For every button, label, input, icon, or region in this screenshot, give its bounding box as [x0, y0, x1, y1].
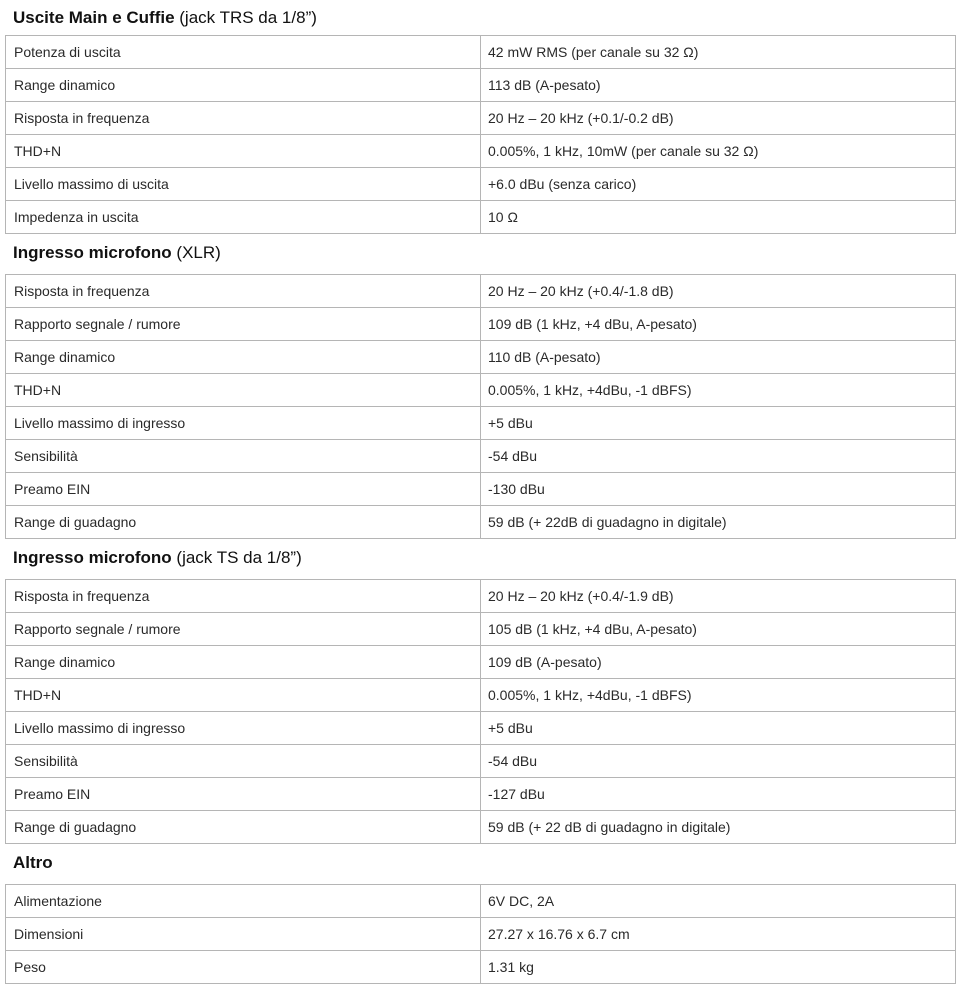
spec-value: 20 Hz – 20 kHz (+0.4/-1.9 dB): [481, 580, 956, 613]
spec-label: THD+N: [6, 679, 481, 712]
spec-value: -54 dBu: [481, 745, 956, 778]
section-title-bold: Altro: [13, 853, 53, 872]
spec-label: Sensibilità: [6, 745, 481, 778]
spec-label: Potenza di uscita: [6, 36, 481, 69]
table-row: [6, 201, 956, 234]
table-row: [6, 646, 956, 679]
table-row: [6, 885, 956, 918]
section-title: [0, 539, 960, 579]
table-row: [6, 918, 956, 951]
spec-label: Livello massimo di ingresso: [6, 712, 481, 745]
table-row: [6, 811, 956, 844]
table-row: [6, 341, 956, 374]
spec-value: 113 dB (A-pesato): [481, 69, 956, 102]
table-row: [6, 613, 956, 646]
spec-table: [5, 884, 956, 984]
spec-label: Impedenza in uscita: [6, 201, 481, 234]
spec-table: [5, 579, 956, 844]
spec-table: [5, 274, 956, 539]
spec-value: 6V DC, 2A: [481, 885, 956, 918]
spec-label: Range di guadagno: [6, 811, 481, 844]
section-title-bold: Uscite Main e Cuffie: [13, 8, 175, 27]
section-title-bold: Ingresso microfono: [13, 243, 172, 262]
table-row: [6, 745, 956, 778]
spec-value: 20 Hz – 20 kHz (+0.4/-1.8 dB): [481, 275, 956, 308]
table-row: [6, 951, 956, 984]
spec-value: 109 dB (A-pesato): [481, 646, 956, 679]
section-title: [0, 234, 960, 274]
section-title: [0, 0, 960, 35]
spec-value: -130 dBu: [481, 473, 956, 506]
table-row: [6, 69, 956, 102]
spec-value: +5 dBu: [481, 712, 956, 745]
table-row: [6, 135, 956, 168]
spec-value: 0.005%, 1 kHz, +4dBu, -1 dBFS): [481, 374, 956, 407]
table-row: [6, 506, 956, 539]
spec-label: Alimentazione: [6, 885, 481, 918]
spec-label: Preamo EIN: [6, 473, 481, 506]
spec-label: Livello massimo di uscita: [6, 168, 481, 201]
section-title-bold: Ingresso microfono: [13, 548, 172, 567]
spec-label: Risposta in frequenza: [6, 580, 481, 613]
spec-value: 0.005%, 1 kHz, +4dBu, -1 dBFS): [481, 679, 956, 712]
spec-label: Peso: [6, 951, 481, 984]
table-row: [6, 440, 956, 473]
spec-label: Range dinamico: [6, 341, 481, 374]
spec-label: Risposta in frequenza: [6, 102, 481, 135]
section-title: [0, 844, 960, 884]
spec-label: THD+N: [6, 135, 481, 168]
table-row: [6, 473, 956, 506]
spec-table: [5, 35, 956, 234]
section-title-qualifier: (jack TS da 1/8”): [171, 548, 302, 567]
table-row: [6, 275, 956, 308]
spec-label: Preamo EIN: [6, 778, 481, 811]
spec-value: 20 Hz – 20 kHz (+0.1/-0.2 dB): [481, 102, 956, 135]
spec-label: Rapporto segnale / rumore: [6, 613, 481, 646]
table-row: [6, 407, 956, 440]
spec-value: 0.005%, 1 kHz, 10mW (per canale su 32 Ω): [481, 135, 956, 168]
spec-value: 42 mW RMS (per canale su 32 Ω): [481, 36, 956, 69]
table-row: [6, 712, 956, 745]
spec-label: Livello massimo di ingresso: [6, 407, 481, 440]
spec-label: Rapporto segnale / rumore: [6, 308, 481, 341]
table-row: [6, 168, 956, 201]
spec-label: Range dinamico: [6, 646, 481, 679]
spec-value: +5 dBu: [481, 407, 956, 440]
spec-value: 110 dB (A-pesato): [481, 341, 956, 374]
spec-label: Sensibilità: [6, 440, 481, 473]
table-row: [6, 580, 956, 613]
spec-value: -127 dBu: [481, 778, 956, 811]
spec-value: 109 dB (1 kHz, +4 dBu, A-pesato): [481, 308, 956, 341]
spec-value: 59 dB (+ 22 dB di guadagno in digitale): [481, 811, 956, 844]
table-row: [6, 778, 956, 811]
spec-label: Range dinamico: [6, 69, 481, 102]
spec-value: -54 dBu: [481, 440, 956, 473]
table-row: [6, 36, 956, 69]
spec-label: THD+N: [6, 374, 481, 407]
table-row: [6, 374, 956, 407]
section-title-qualifier: (jack TRS da 1/8”): [174, 8, 317, 27]
table-row: [6, 102, 956, 135]
spec-value: 1.31 kg: [481, 951, 956, 984]
spec-value: 10 Ω: [481, 201, 956, 234]
spec-value: 105 dB (1 kHz, +4 dBu, A-pesato): [481, 613, 956, 646]
spec-label: Risposta in frequenza: [6, 275, 481, 308]
spec-value: 59 dB (+ 22dB di guadagno in digitale): [481, 506, 956, 539]
spec-label: Range di guadagno: [6, 506, 481, 539]
spec-value: 27.27 x 16.76 x 6.7 cm: [481, 918, 956, 951]
spec-label: Dimensioni: [6, 918, 481, 951]
table-row: [6, 679, 956, 712]
table-row: [6, 308, 956, 341]
section-title-qualifier: (XLR): [171, 243, 221, 262]
spec-value: +6.0 dBu (senza carico): [481, 168, 956, 201]
